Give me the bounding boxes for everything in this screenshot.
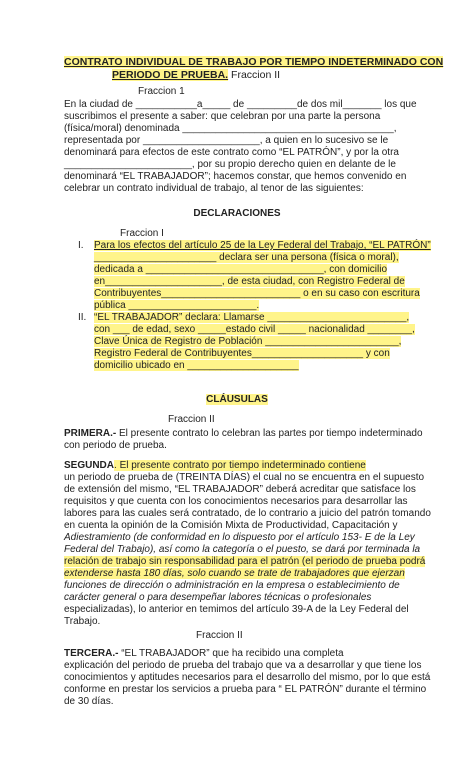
segunda-text: labores para las cuales será contratado, de lo contrario a juicio del patrón tomando	[64, 508, 431, 519]
segunda-text: un periodo de prueba de (TREINTA DÍAS) el cual no se encuentra en el supuesto	[64, 472, 425, 483]
item-line: Clave Única de Registro de Población ________________________,	[94, 336, 402, 347]
primera-text: con periodo de prueba.	[64, 440, 167, 451]
intro-line: (física/moral) denominada ______________________________________,	[64, 123, 397, 134]
primera-text: El presente contrato lo celebran las partes por tiempo indeterminado	[116, 428, 423, 439]
item-line: en_____________________, de esta ciudad, con Registro Federal de	[94, 276, 405, 287]
segunda-text: extenderse hasta 180 días, solo cuando se trate de trabajadores que ejerzan	[64, 568, 405, 579]
item-line: “EL TRABAJADOR” declara: Llamarse _________________________,	[94, 312, 410, 323]
segunda-text: . El presente contrato por tiempo indeterminado contiene	[114, 460, 366, 471]
tercera-text: explicación del periodo de prueba del trabajo que va a desarrollar y que tiene los	[64, 660, 422, 671]
segunda-text: Trabajo.	[64, 616, 101, 627]
segunda-text: requisitos y que cuenta con los conocimientos necesarios para desarrollar las	[64, 496, 408, 507]
intro-line: _______________________, por su propio derecho quien en delante de le	[64, 159, 396, 170]
item-line: pública _______________________.	[94, 300, 260, 311]
document-title	[64, 56, 443, 68]
title-line-2: PERIODO DE PRUEBA.	[112, 69, 229, 81]
segunda-text: Adiestramiento (de conformidad en lo dispuesto por el artículo 153- E de la Ley	[64, 532, 415, 543]
title-fraccion: Fraccion II	[231, 69, 281, 81]
intro-line: suscribimos el presente a saber: que celebran por una parte la persona	[64, 111, 381, 122]
item-number: I.	[78, 240, 84, 251]
intro-line: representada por _____________________, a quien en lo sucesivo se le	[64, 135, 389, 146]
intro-line: denominará para efectos de este contrato como “EL PATRÓN”, y por la otra	[64, 147, 399, 158]
intro-line: En la ciudad de ___________a_____ de _________de dos mil_______ los que	[64, 99, 417, 110]
intro-line: celebrar un contrato individual de trabajo, al tenor de las siguientes:	[64, 183, 364, 194]
title-line-1: CONTRATO INDIVIDUAL DE TRABAJO POR TIEMPO INDETERMINADO CON	[64, 56, 444, 68]
tercera-text: de 30 días.	[64, 696, 114, 707]
tercera-text: conforme en prestar los servicios a prueba para “ EL PATRÓN” durante el término	[64, 684, 427, 695]
clausulas-fraccion-2: Fraccion II	[196, 630, 243, 641]
tercera-label: TERCERA.-	[64, 648, 119, 659]
clausulas-heading: CLÁUSULAS	[206, 394, 268, 405]
segunda-text: especializadas), lo anterior en temimos del artículo 39-A de la Ley Federal del	[64, 604, 409, 615]
item-line: dedicada a ________________________________, con domicilio	[94, 264, 388, 275]
segunda-text: relación de trabajo sin responsabilidad para el patrón (el periodo de prueba podrá	[64, 556, 426, 567]
primera-label: PRIMERA.-	[64, 428, 117, 439]
document-title-2	[112, 69, 280, 81]
intro-fraccion: Fraccion 1	[138, 86, 185, 97]
segunda-label: SEGUNDA	[64, 460, 115, 471]
segunda-text: en cuenta la opinión de la Comisión Mixta de Productividad, Capacitación y	[64, 520, 398, 531]
tercera-text: conocimientos y aptitudes necesarios para el desarrollo del mismo, por lo que está	[64, 672, 431, 683]
declaraciones-fraccion: Fraccion I	[120, 228, 164, 239]
item-line: Registro Federal de Contribuyentes____________________ y con	[94, 348, 390, 359]
segunda-text: funciones de dirección o administración en la empresa o establecimiento de	[64, 580, 400, 591]
item-line: con ___ de edad, sexo _____estado civil _____ nacionalidad ________,	[94, 324, 415, 335]
tercera-text: “EL TRABAJADOR” que ha recibido una completa	[118, 648, 344, 659]
segunda-text: de extensión del mismo, “EL TRABAJADOR” deberá acreditar que satisface los	[64, 484, 416, 495]
item-line: ______________________ declara ser una persona (física o moral),	[94, 252, 399, 263]
item-number: II.	[78, 312, 87, 323]
item-line: Contribuyentes_________________________ o en su caso con escritura	[94, 288, 420, 299]
item-line: domicilio ubicado en ____________________	[94, 360, 299, 371]
intro-line: denominará “EL TRABAJADOR”; hacemos constar, que hemos convenido en	[64, 171, 407, 182]
declaraciones-heading: DECLARACIONES	[193, 208, 281, 219]
segunda-text: carácter general o para desempeñar labores técnicas o profesionales	[64, 592, 372, 603]
segunda-text: Federal del Trabajo), así como la categoría o el puesto, se dará por terminada la	[64, 544, 421, 555]
item-line: Para los efectos del artículo 25 de la Ley Federal del Trabajo, “EL PATRÓN”	[94, 240, 431, 251]
clausulas-fraccion: Fraccion II	[168, 414, 215, 425]
